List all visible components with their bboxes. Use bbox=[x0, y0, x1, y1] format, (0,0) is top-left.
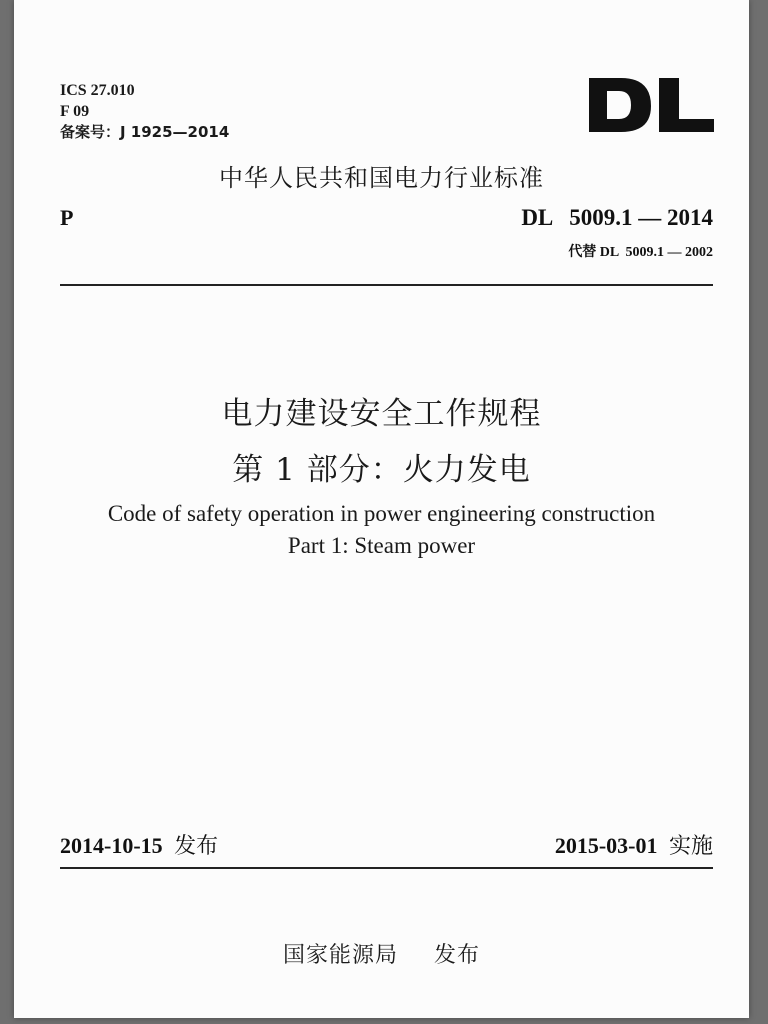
effective-label: 实施 bbox=[668, 834, 713, 859]
standard-number: DL 5009.1 — 2014 bbox=[521, 205, 713, 230]
ics-code: ICS 27.010 bbox=[60, 82, 135, 99]
header-divider bbox=[60, 284, 713, 286]
publisher-action: 发布 bbox=[434, 943, 481, 968]
publisher-line bbox=[14, 938, 749, 969]
title-chinese-line1: 电力建设安全工作规程 bbox=[221, 396, 542, 432]
classification-block bbox=[60, 80, 229, 143]
filing-number: 备案号：J 1925—2014 bbox=[60, 123, 230, 141]
standard-category: P bbox=[60, 205, 74, 230]
title-english-line2: Part 1: Steam power bbox=[287, 533, 476, 558]
replaces-standard: 代替 DL 5009.1 — 2002 bbox=[568, 245, 713, 260]
issue-date-block bbox=[60, 829, 218, 860]
issue-date: 2014-10-15 bbox=[60, 833, 163, 858]
title-english-line1: Code of safety operation in power engineering construction bbox=[107, 501, 656, 526]
publisher-name: 国家能源局 bbox=[282, 943, 398, 968]
title-chinese-line2: 第 1 部分：火力发电 bbox=[232, 452, 531, 488]
industry-standard-heading: 中华人民共和国电力行业标准 bbox=[219, 164, 544, 192]
effective-date: 2015-03-01 bbox=[554, 833, 658, 858]
document-cover-page bbox=[14, 0, 749, 1018]
ccs-code: F 09 bbox=[60, 103, 90, 120]
issue-label: 发布 bbox=[174, 834, 219, 859]
footer-divider bbox=[60, 867, 713, 869]
dl-logo bbox=[587, 74, 715, 134]
effective-date-block bbox=[555, 829, 713, 860]
